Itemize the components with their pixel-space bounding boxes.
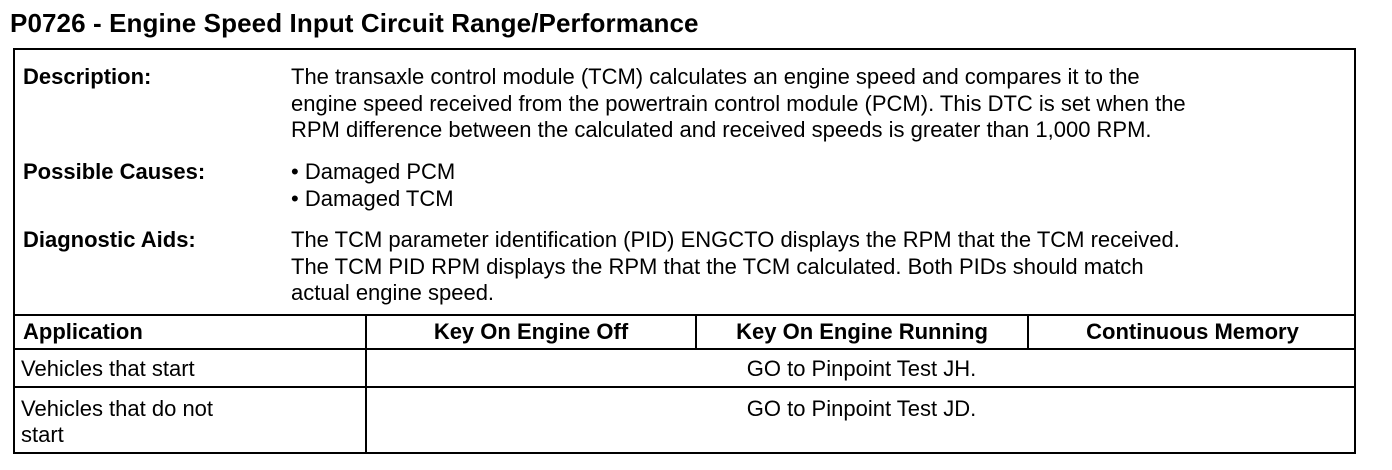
list-item: • Damaged TCM bbox=[291, 185, 454, 211]
description-label: Description: bbox=[23, 64, 152, 89]
description-text bbox=[291, 64, 1186, 144]
table-header-continuous-memory: Continuous Memory bbox=[1086, 319, 1299, 344]
diagnostic-aids-line: actual engine speed. bbox=[291, 280, 495, 305]
table-header-koer: Key On Engine Running bbox=[736, 319, 988, 344]
table-row-action: GO to Pinpoint Test JH. bbox=[746, 356, 977, 381]
table-header-border bbox=[15, 348, 1354, 350]
table-row-application-line: Vehicles that do not bbox=[21, 396, 214, 421]
page-title: P0726 - Engine Speed Input Circuit Range/Performance bbox=[10, 8, 699, 38]
diagnostic-aids-line: The TCM parameter identification (PID) ENGCTO displays the RPM that the TCM received. bbox=[291, 227, 1180, 252]
table-header-application: Application bbox=[23, 319, 143, 344]
table-row-border bbox=[15, 386, 1354, 388]
possible-causes-list bbox=[291, 159, 455, 212]
description-line: The transaxle control module (TCM) calculates an engine speed and compares it to the bbox=[291, 64, 1140, 89]
table-row-action: GO to Pinpoint Test JD. bbox=[746, 396, 977, 421]
table-row-application-line: start bbox=[21, 422, 64, 447]
table-row-application: Vehicles that start bbox=[21, 356, 195, 381]
table-row-application bbox=[21, 396, 213, 448]
dtc-info-box bbox=[13, 48, 1356, 454]
description-line: RPM difference between the calculated and received speeds is greater than 1,000 RPM. bbox=[291, 117, 1152, 142]
diagnostic-aids-line: The TCM PID RPM displays the RPM that the TCM calculated. Both PIDs should match bbox=[291, 253, 1144, 279]
diagnostic-aids-label: Diagnostic Aids: bbox=[23, 227, 196, 252]
possible-causes-label: Possible Causes: bbox=[23, 159, 206, 184]
diagnostic-aids-text bbox=[291, 227, 1180, 307]
table-header-koeo: Key On Engine Off bbox=[433, 319, 629, 344]
description-line: engine speed received from the powertrain control module (PCM). This DTC is set when the bbox=[291, 90, 1186, 116]
list-item: • Damaged PCM bbox=[291, 159, 456, 184]
